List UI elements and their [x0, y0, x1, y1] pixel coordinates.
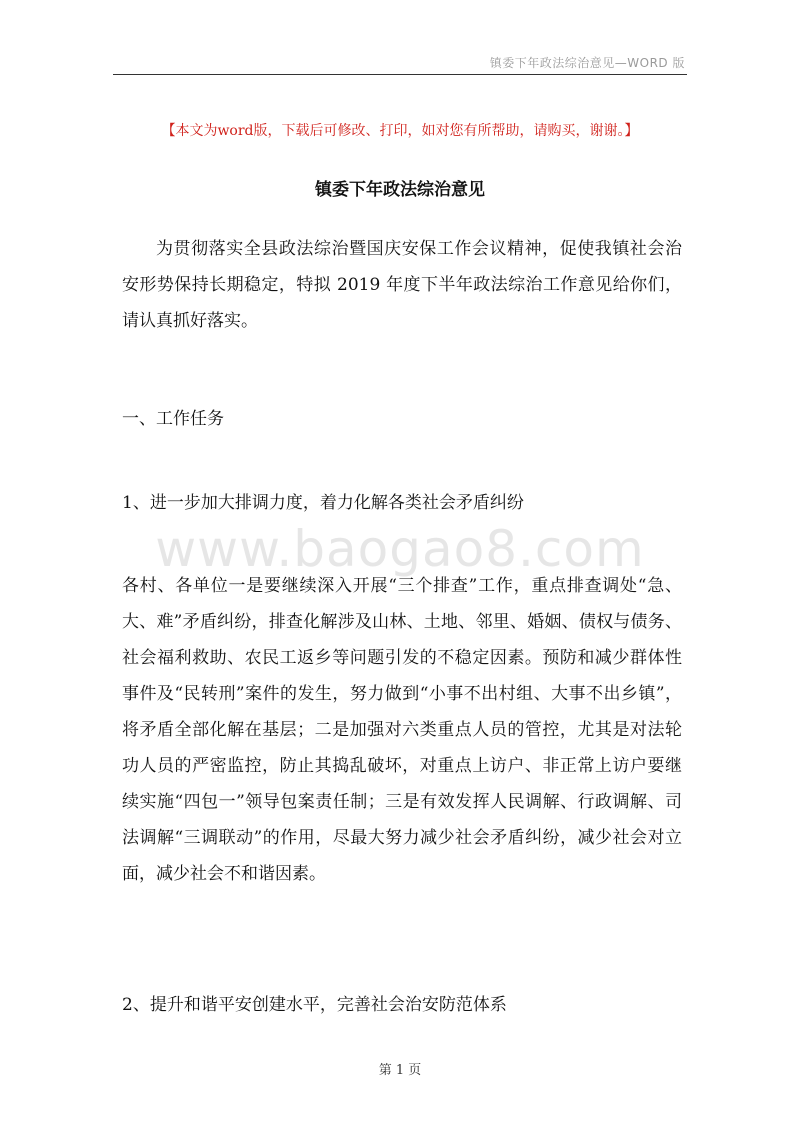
item-1-heading: 1、进一步加大排调力度，着力化解各类社会矛盾纠纷 — [122, 493, 524, 513]
header-divider — [113, 74, 687, 75]
item-2-heading: 2、提升和谐平安创建水平，完善社会治安防范体系 — [122, 995, 507, 1015]
purchase-notice: 【本文为word版，下载后可修改、打印，如对您有所帮助，请购买，谢谢。】 — [161, 123, 639, 139]
page-number: 第 1 页 — [378, 1063, 422, 1078]
watermark: www.baogao8.com — [155, 520, 645, 578]
running-header: 镇委下年政法综治意见—WORD 版 — [489, 56, 685, 70]
intro-paragraph: 为贯彻落实全县政法综治暨国庆安保工作会议精神，促使我镇社会治安形势保持长期稳定，特拟 2019 年度下半年政法综治工作意见给你们，请认真抓好落实。 — [122, 239, 682, 331]
section-heading-tasks: 一、工作任务 — [122, 409, 224, 429]
document-title: 镇委下年政法综治意见 — [315, 180, 485, 200]
item-1-body: 各村、各单位一是要继续深入开展“三个排查”工作，重点排查调处“急、大、难”矛盾纠纷，排查化解涉及山林、土地、邻里、婚姻、债权与债务、社会福利救助、农民工返乡等问题引发的不稳定因素。预防和减少群体性事件及“民转刑”案件的发生，努力做到“小事不出村组、大事不出乡镇”，将矛盾全部化解在基层；二是加强对六类重点人员的管控，尤其是对法轮功人员的严密监控，防止其捣乱破坏，对重点上访户、非正常上访户要继续实施“四包一”领导包案责任制；三是有效发挥人民调解、行政调解、司法调解“三调联动”的作用，尽最大努力减少社会矛盾纠纷，减少社会对立面，减少社会不和谐因素。 — [122, 576, 682, 884]
